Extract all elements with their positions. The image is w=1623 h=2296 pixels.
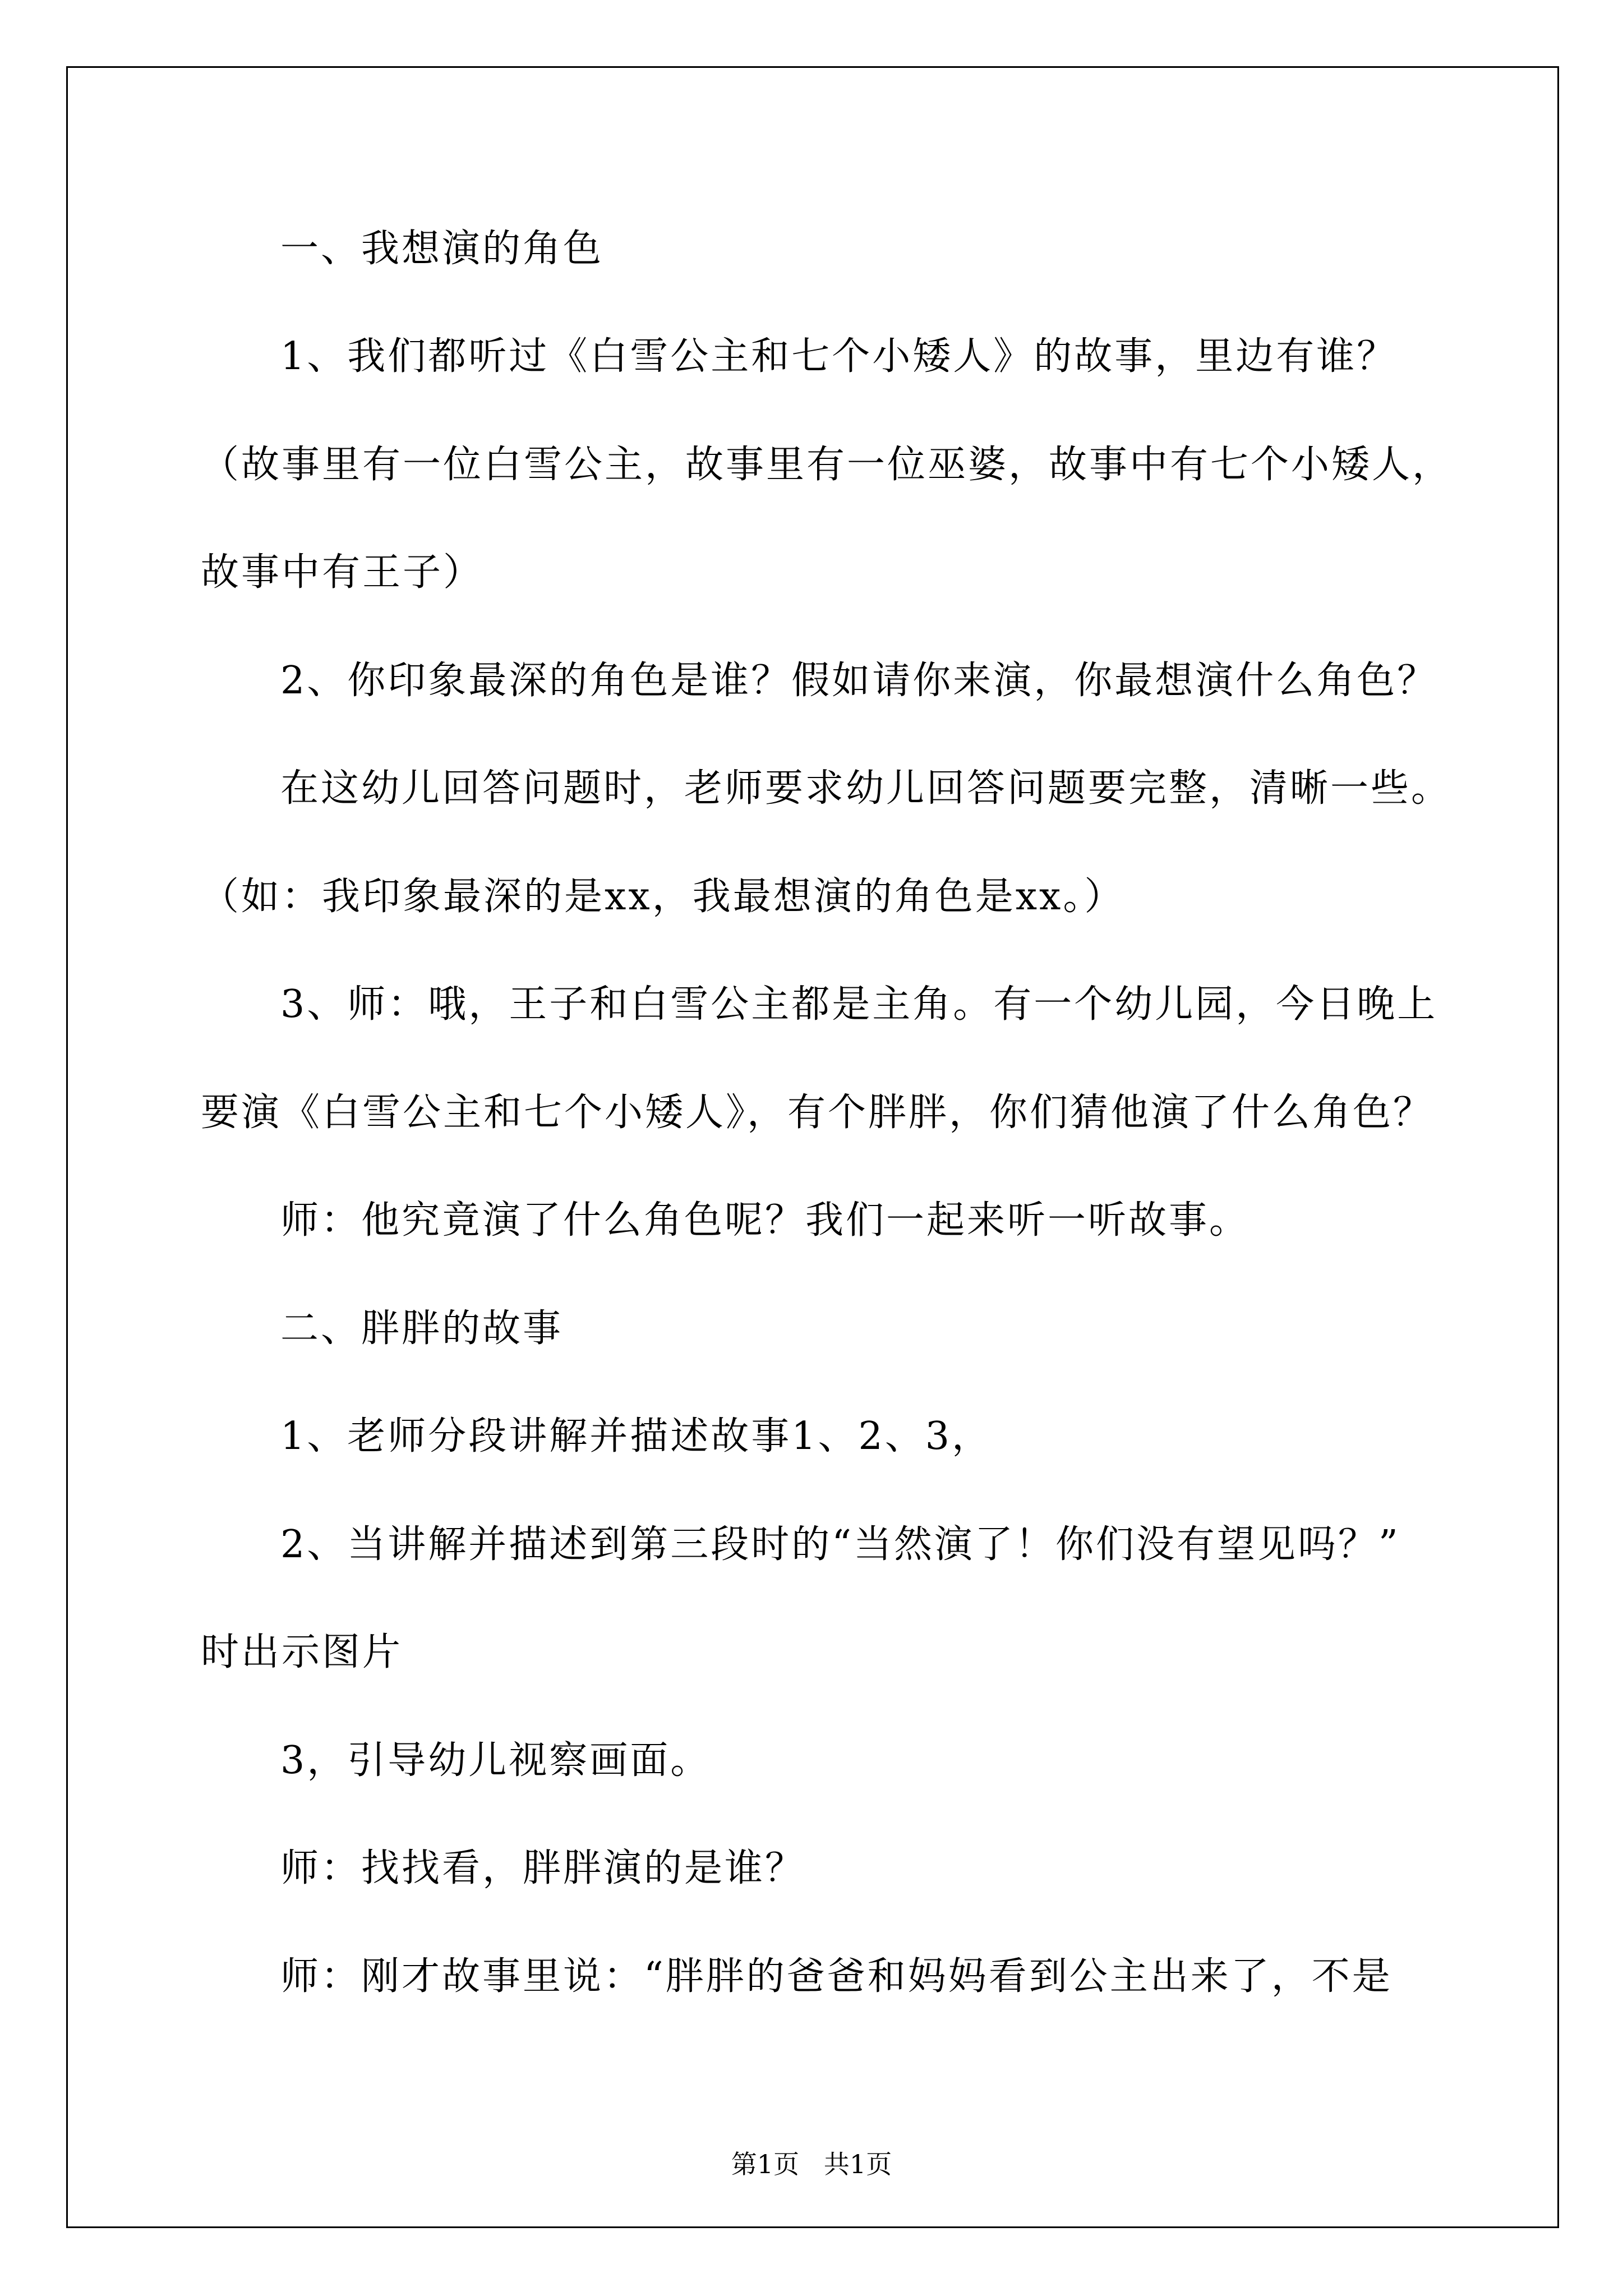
paragraph-line: （故事里有一位白雪公主，故事里有一位巫婆，故事中有七个小矮人，: [201, 443, 1453, 487]
paragraph-line: 师：刚才故事里说：“胖胖的爸爸和妈妈看到公主出来了，不是: [280, 1954, 1393, 1999]
paragraph-line: 在这幼儿回答问题时，老师要求幼儿回答问题要完整，清晰一些。: [280, 766, 1452, 811]
paragraph-line: 1、老师分段讲解并描述故事1、2、3，: [280, 1414, 993, 1458]
paragraph-line: 3、师：哦，王子和白雪公主都是主角。有一个幼儿园，今日晚上: [280, 982, 1438, 1027]
paragraph-line: 师：他究竟演了什么角色呢？我们一起来听一听故事。: [280, 1198, 1250, 1243]
paragraph-line: 师：找找看，胖胖演的是谁？: [280, 1846, 806, 1890]
paragraph-line: （如：我印象最深的是xx，我最想演的角色是xx。）: [201, 875, 1125, 919]
paragraph-line: 2、你印象最深的角色是谁？假如请你来演，你最想演什么角色？: [280, 659, 1438, 703]
paragraph-line: 时出示图片: [201, 1630, 403, 1674]
paragraph-line: 1、我们都听过《白雪公主和七个小矮人》的故事，里边有谁？: [280, 334, 1398, 379]
heading-roles: 一、我想演的角色: [280, 227, 604, 271]
paragraph-line: 故事中有王子）: [201, 550, 484, 595]
paragraph-line: 3，引导幼儿视察画面。: [280, 1738, 711, 1783]
paragraph-line: 2、当讲解并描述到第三段时的“当然演了！你们没有望见吗？”: [280, 1522, 1400, 1567]
page-footer: 第1页 共1页: [731, 2149, 892, 2179]
paragraph-line: 要演《白雪公主和七个小矮人》，有个胖胖，你们猜他演了什么角色？: [201, 1091, 1434, 1135]
page-border: [66, 66, 1559, 2228]
heading-story: 二、胖胖的故事: [280, 1306, 564, 1351]
